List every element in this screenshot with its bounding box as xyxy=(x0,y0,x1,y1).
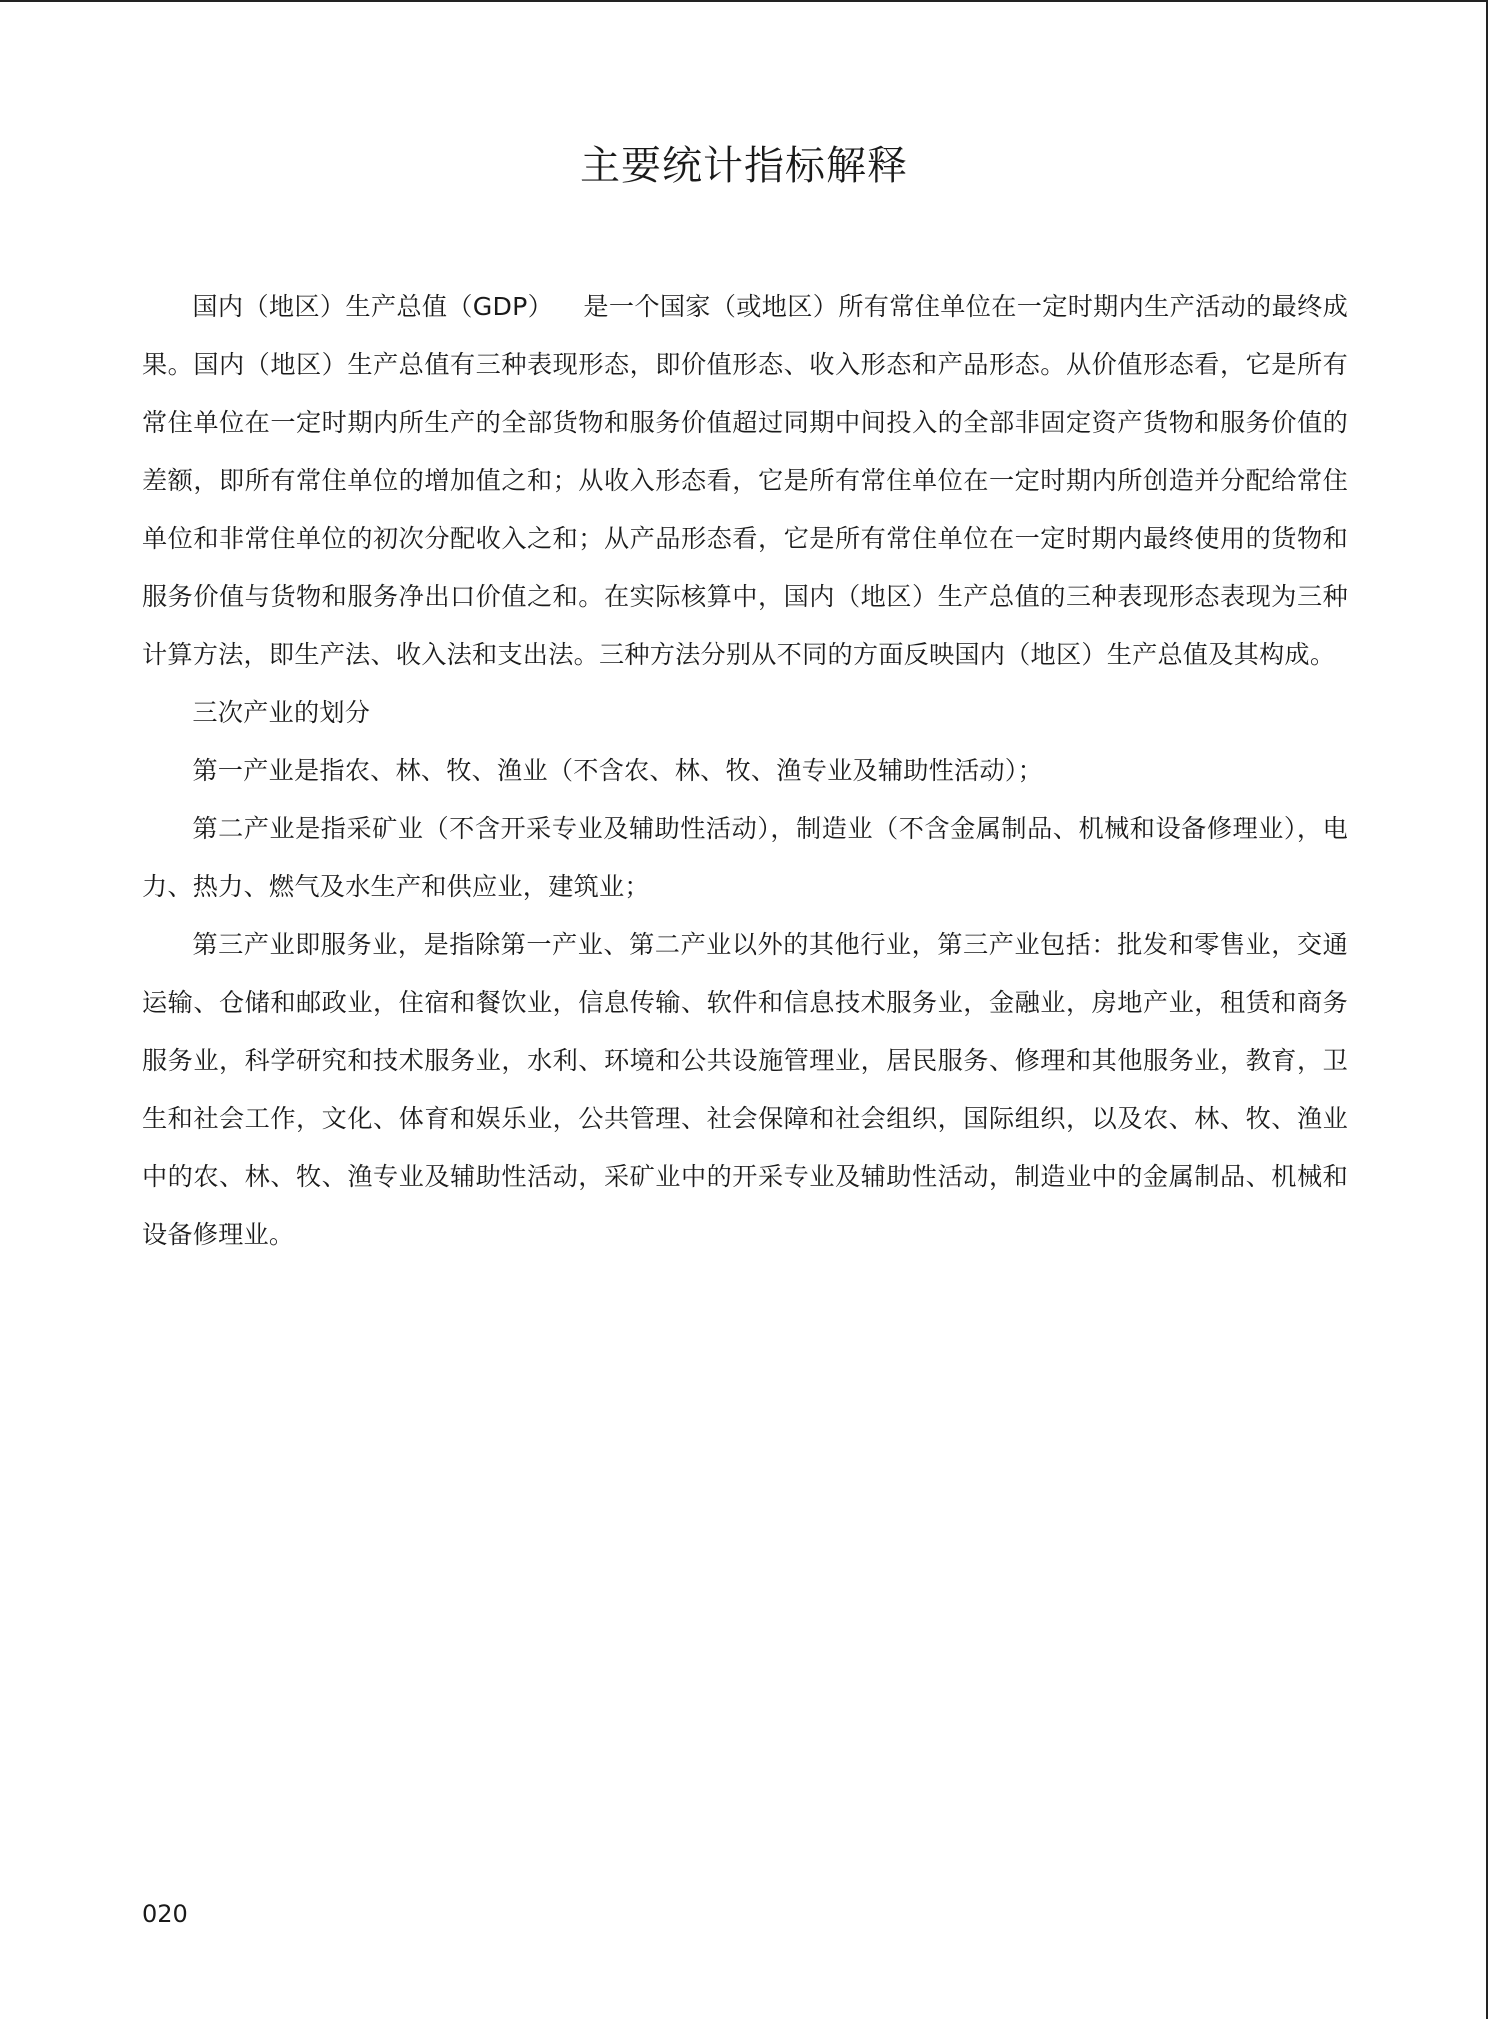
secondary-industry-paragraph: 第二产业是指采矿业（不含开采专业及辅助性活动），制造业（不含金属制品、机械和设备修理业），电力、热力、燃气及水生产和供应业，建筑业； xyxy=(142,814,1348,901)
page-number: 020 xyxy=(142,1900,188,1928)
gdp-definition: 是一个国家（或地区）所有常住单位在一定时期内生产活动的最终成果。国内（地区）生产总值有三种表现形态，即价值形态、收入形态和产品形态。从价值形态看，它是所有常住单位在一定时期内所生产的全部货物和服务价值超过同期中间投入的全部非固定资产货物和服务价值的差额，即所有常住单位的增加值之和；从收入形态看，它是所有常住单位在一定时期内所创造并分配给常住单位和非常住单位的初次分配收入之和；从产品形态看，它是所有常住单位在一定时期内最终使用的货物和服务价值与货物和服务净出口价值之和。在实际核算中，国内（地区）生产总值的三种表现形态表现为三种计算方法，即生产法、收入法和支出法。三种方法分别从不同的方面反映国内（地区）生产总值及其构成。 xyxy=(142,292,1349,669)
top-border-line xyxy=(0,0,1488,2)
industry-heading: 三次产业的划分 xyxy=(192,698,371,727)
page-title: 主要统计指标解释 xyxy=(580,143,908,189)
gdp-term: 国内（地区）生产总值（GDP） xyxy=(192,292,554,321)
primary-industry-paragraph: 第一产业是指农、林、牧、渔业（不含农、林、牧、渔专业及辅助性活动）； xyxy=(192,756,1043,785)
document-body xyxy=(142,278,1348,1264)
gdp-paragraph xyxy=(142,278,1348,684)
tertiary-industry-paragraph: 第三产业即服务业，是指除第一产业、第二产业以外的其他行业，第三产业包括：批发和零售业，交通运输、仓储和邮政业，住宿和餐饮业，信息传输、软件和信息技术服务业，金融业，房地产业，租赁和商务服务业，科学研究和技术服务业，水利、环境和公共设施管理业，居民服务、修理和其他服务业，教育，卫生和社会工作，文化、体育和娱乐业，公共管理、社会保障和社会组织，国际组织，以及农、林、牧、渔业中的农、林、牧、渔专业及辅助性活动，采矿业中的开采专业及辅助性活动，制造业中的金属制品、机械和设备修理业。 xyxy=(142,930,1348,1249)
